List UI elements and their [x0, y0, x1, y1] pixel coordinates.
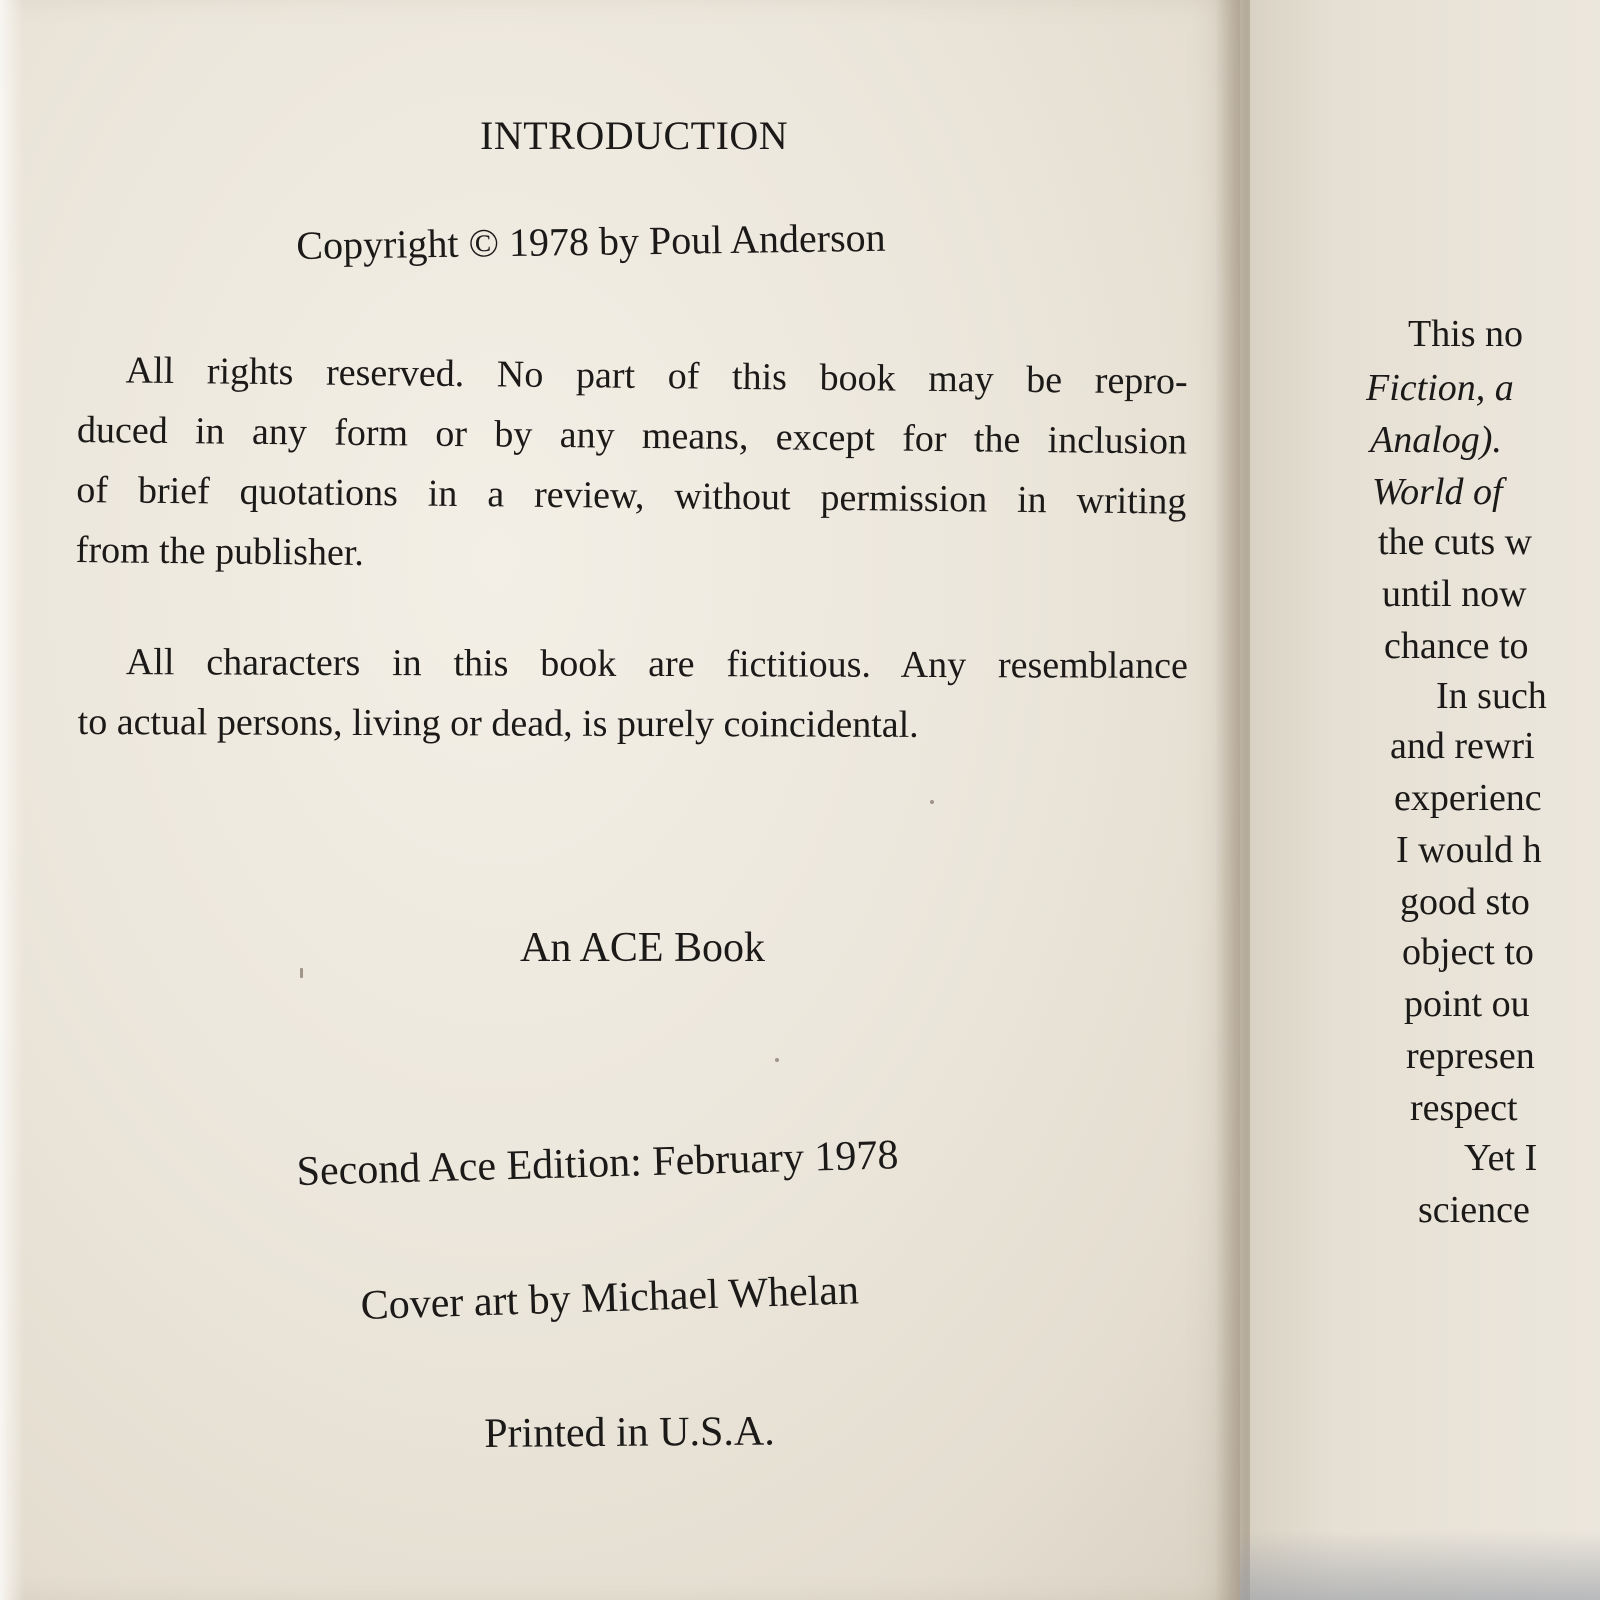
right-page-line: World of: [1372, 471, 1503, 513]
fiction-paragraph: [78, 632, 1188, 756]
paper-speck: [775, 1058, 779, 1062]
page-title: INTRODUCTION: [480, 113, 789, 158]
rights-line: from the publisher.: [75, 528, 365, 575]
right-page-line: the cuts w: [1378, 521, 1533, 563]
right-page-line: and rewri: [1390, 725, 1535, 767]
paper-speck: [930, 800, 934, 804]
right-page-line: I would h: [1396, 829, 1542, 871]
fiction-line: All characters in this book are fictitious. Any resemblance: [125, 641, 1188, 687]
paper-speck: [300, 968, 303, 978]
publisher-line: An ACE Book: [520, 925, 766, 971]
right-page-line: chance to: [1384, 625, 1529, 667]
right-page-line: experienc: [1394, 777, 1542, 819]
right-page-line: represen: [1406, 1035, 1535, 1077]
page-edge-shadow: [1240, 1530, 1600, 1600]
right-page-line: until now: [1382, 573, 1527, 615]
rights-line: of brief quotations in a review, without permission in writing: [76, 468, 1187, 523]
right-page-line: science: [1418, 1189, 1530, 1231]
edition-line: Second Ace Edition: February 1978: [296, 1132, 899, 1195]
rights-line: All rights reserved. No part of this book may be repro-: [125, 349, 1188, 403]
right-page-line: In such: [1436, 675, 1547, 717]
copyright-notice: Copyright © 1978 by Poul Anderson: [296, 214, 886, 268]
right-page-line: Analog).: [1370, 419, 1502, 461]
rights-line: duced in any form or by any means, except for the inclusion: [76, 408, 1188, 463]
right-page-line: This no: [1408, 313, 1524, 355]
rights-paragraph: [75, 340, 1187, 592]
right-page-line: Fiction, a: [1366, 367, 1514, 409]
right-page-line: point ou: [1404, 983, 1530, 1025]
cover-art-credit: Cover art by Michael Whelan: [360, 1267, 860, 1329]
fiction-line: to actual persons, living or dead, is purely coincidental.: [77, 700, 919, 746]
right-page-line: object to: [1402, 931, 1534, 973]
printed-in-line: Printed in U.S.A.: [484, 1408, 775, 1457]
right-page-line: respect: [1410, 1087, 1518, 1129]
right-page-line: Yet I: [1464, 1137, 1538, 1179]
right-page-line: good sto: [1400, 881, 1530, 923]
